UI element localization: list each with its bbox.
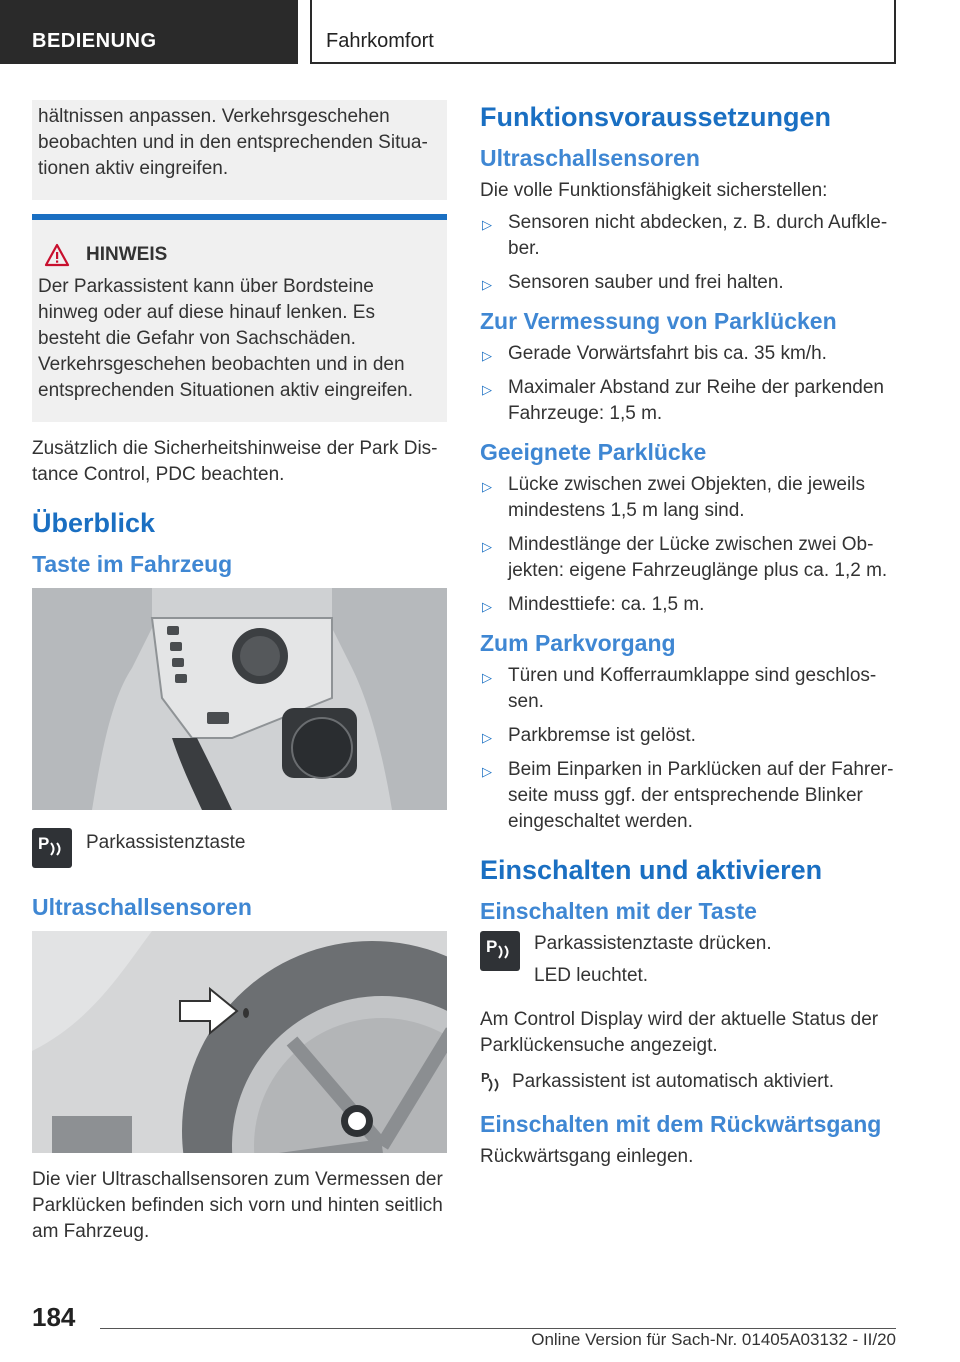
auto-row — [480, 1069, 895, 1095]
measure-list — [480, 341, 895, 427]
status-text: Am Control Display wird der aktuelle Status der Parklückensuche angezeigt. — [480, 1009, 879, 1056]
step-led: LED leuchtet. — [534, 965, 649, 986]
page-header — [0, 0, 960, 66]
heading-button-in-vehicle: Taste im Fahrzeug — [32, 551, 233, 577]
list-item: ▷ Sensoren nicht abdecken, z. B. durch Aufkleber. — [482, 212, 888, 259]
park-assist-symbol-icon — [480, 1069, 504, 1095]
list-item: ▷ Beim Einparken in Parklücken auf der Fahrerseite muss ggf. der entsprechende Blinker eingeschaltet werden. — [482, 759, 894, 832]
heading-parking: Zum Parkvorgang — [480, 630, 676, 656]
console-image — [32, 588, 447, 810]
parking-list — [480, 663, 895, 835]
note-continuation: hältnissen anpassen. Verkehrsgeschehen beobachten und in den entsprechenden Situationen aktiv eingreifen. — [32, 100, 447, 200]
us-intro: Die volle Funktionsfähigkeit sicherstellen: — [480, 180, 828, 201]
heading-with-button: Einschalten mit der Taste — [480, 898, 757, 924]
button-caption-row — [32, 828, 447, 868]
heading-overview: Überblick — [32, 508, 156, 538]
safety-text: Zusätzlich die Sicherheitshinweise der Park Distance Control, PDC beachten. — [32, 438, 438, 485]
hinweis-title: HINWEIS — [86, 244, 168, 265]
step-press: Parkassistenztaste drücken. — [534, 933, 772, 954]
page-footer — [0, 1290, 960, 1362]
list-item: ▷ Maximaler Abstand zur Reihe der parkenden Fahrzeuge: 1,5 m. — [482, 377, 884, 424]
footer-note: Online Version für Sach-Nr. 01405A03132 - II/20 — [531, 1330, 896, 1349]
suitable-list — [480, 472, 895, 618]
list-item: ▷ Gerade Vorwärtsfahrt bis ca. 35 km/h. — [482, 343, 827, 364]
press-step-row — [480, 931, 895, 989]
list-item: ▷ Parkbremse ist gelöst. — [482, 725, 696, 746]
heading-requirements: Funktionsvoraussetzungen — [480, 102, 832, 132]
button-caption: Parkassistenztaste — [86, 832, 246, 853]
wheel-sensor-image — [32, 931, 447, 1153]
reverse-text: Rückwärtsgang einlegen. — [480, 1146, 694, 1167]
warning-icon — [44, 243, 70, 267]
page-number: 184 — [32, 1302, 76, 1332]
heading-measure: Zur Vermessung von Parklücken — [480, 308, 837, 334]
left-column — [32, 100, 447, 1245]
hinweis-header — [44, 242, 439, 268]
list-item: ▷ Mindestlänge der Lücke zwischen zwei Objekten: eigene Fahrzeuglänge plus ca. 1,2 m. — [482, 534, 888, 581]
us-list — [480, 210, 895, 296]
heading-suitable-gap: Geeignete Parklücke — [480, 439, 707, 465]
heading-reverse: Einschalten mit dem Rückwärtsgang — [480, 1111, 882, 1137]
heading-ultrasonic-sensors: Ultraschallsensoren — [32, 894, 252, 920]
section-label: BEDIENUNG — [0, 0, 298, 64]
auto-text: Parkassistent ist automatisch aktiviert. — [512, 1071, 835, 1092]
list-item: ▷ Lücke zwischen zwei Objekten, die jeweils mindestens 1,5 m lang sind. — [482, 474, 865, 521]
chapter-label: Fahrkomfort — [310, 0, 896, 64]
park-assist-button-icon: P — [480, 931, 520, 971]
park-assist-button-icon: P — [32, 828, 72, 868]
hinweis-box — [32, 214, 447, 422]
sensors-description: Die vier Ultraschallsensoren zum Vermessen der Parklücken befinden sich vorn und hinten seitlich am Fahrzeug. — [32, 1169, 443, 1242]
heading-us-sensors: Ultraschallsensoren — [480, 145, 700, 171]
list-item: ▷ Türen und Kofferraumklappe sind geschlossen. — [482, 665, 877, 712]
list-item: ▷ Sensoren sauber und frei halten. — [482, 272, 784, 293]
right-column — [480, 100, 895, 1170]
heading-activate: Einschalten und aktivieren — [480, 855, 823, 885]
list-item: ▷ Mindesttiefe: ca. 1,5 m. — [482, 594, 705, 615]
footer-divider — [100, 1328, 896, 1329]
svg-text:P: P — [481, 1070, 490, 1085]
hinweis-text: Der Parkassistent kann über Bordsteine hinweg oder auf diese hinauf lenken. Es besteht die Gefahr von Sachschäden. Verkehrsgeschehen beobachten und in den entsprechenden Situationen aktiv eingreifen. — [38, 276, 413, 401]
